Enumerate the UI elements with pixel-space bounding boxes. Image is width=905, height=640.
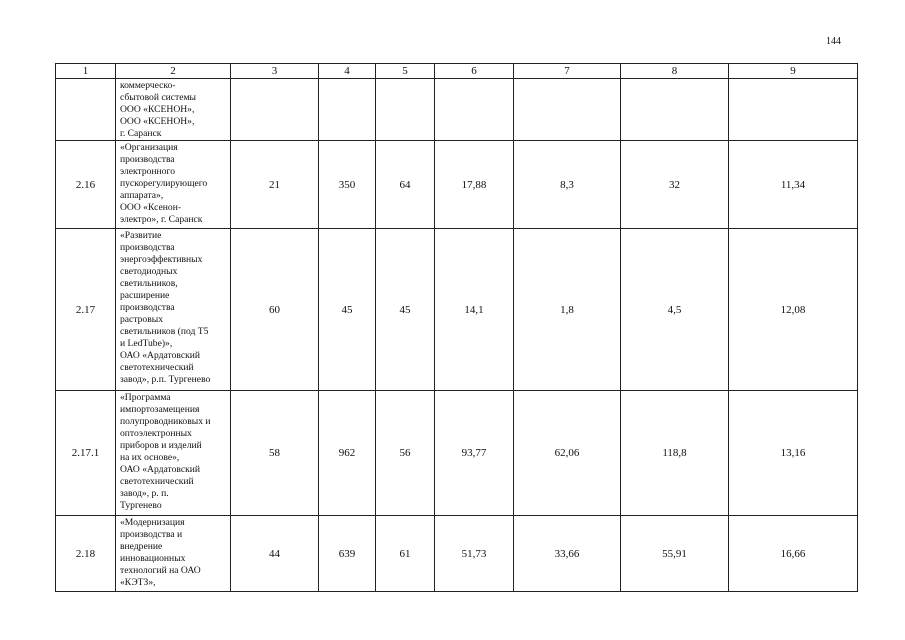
cell-col9: 16,66 [729,516,858,592]
cell-col6: 93,77 [435,391,514,516]
cell-col3: 21 [231,141,319,229]
cell-col3: 60 [231,229,319,391]
row-description: «Программа импортозамещения полупроводниковых и оптоэлектронных приборов и изделий на их основе», ОАО «Ардатовский светотехнический завод», р. п. Тургенево [116,391,231,516]
cell-col9 [729,79,858,141]
cell-col8 [621,79,729,141]
row-number [56,79,116,141]
cell-col6 [435,79,514,141]
cell-col8: 4,5 [621,229,729,391]
row-number: 2.16 [56,141,116,229]
table-row [56,79,858,141]
cell-col4 [319,79,376,141]
cell-col3: 58 [231,391,319,516]
cell-col9: 11,34 [729,141,858,229]
row-description: коммерческо- сбытовой системы ООО «КСЕНОН», ООО «КСЕНОН», г. Саранск [116,79,231,141]
row-description: «Развитие производства энергоэффективных светодиодных светильников, расширение производства растровых светильников (под Т5 и LedTube)», ОАО «Ардатовский светотехнический завод», р.п. Тургенево [116,229,231,391]
column-header-5: 5 [376,64,435,79]
cell-col9: 12,08 [729,229,858,391]
cell-col6: 51,73 [435,516,514,592]
cell-col8: 32 [621,141,729,229]
cell-col8: 55,91 [621,516,729,592]
header-row [56,64,858,79]
cell-col7: 8,3 [514,141,621,229]
cell-col4: 639 [319,516,376,592]
cell-col5: 61 [376,516,435,592]
table-row [56,516,858,592]
row-description: «Организация производства электронного пускорегулирующего аппарата», ООО «Ксенон- электро», г. Саранск [116,141,231,229]
column-header-3: 3 [231,64,319,79]
table-row [56,391,858,516]
cell-col7: 1,8 [514,229,621,391]
cell-col3 [231,79,319,141]
cell-col8: 118,8 [621,391,729,516]
cell-col9: 13,16 [729,391,858,516]
cell-col5: 64 [376,141,435,229]
cell-col4: 45 [319,229,376,391]
row-description: «Модернизация производства и внедрение инновационных технологий на ОАО «КЭТЗ», [116,516,231,592]
row-number: 2.17 [56,229,116,391]
page-number: 144 [826,36,841,47]
cell-col7 [514,79,621,141]
data-table [55,63,858,592]
cell-col5 [376,79,435,141]
cell-col4: 962 [319,391,376,516]
cell-col6: 14,1 [435,229,514,391]
cell-col3: 44 [231,516,319,592]
table-row [56,141,858,229]
cell-col6: 17,88 [435,141,514,229]
column-header-8: 8 [621,64,729,79]
column-header-7: 7 [514,64,621,79]
cell-col4: 350 [319,141,376,229]
row-number: 2.18 [56,516,116,592]
table-row [56,229,858,391]
column-header-6: 6 [435,64,514,79]
column-header-9: 9 [729,64,858,79]
column-header-1: 1 [56,64,116,79]
column-header-2: 2 [116,64,231,79]
cell-col7: 62,06 [514,391,621,516]
row-number: 2.17.1 [56,391,116,516]
cell-col5: 56 [376,391,435,516]
column-header-4: 4 [319,64,376,79]
cell-col7: 33,66 [514,516,621,592]
cell-col5: 45 [376,229,435,391]
